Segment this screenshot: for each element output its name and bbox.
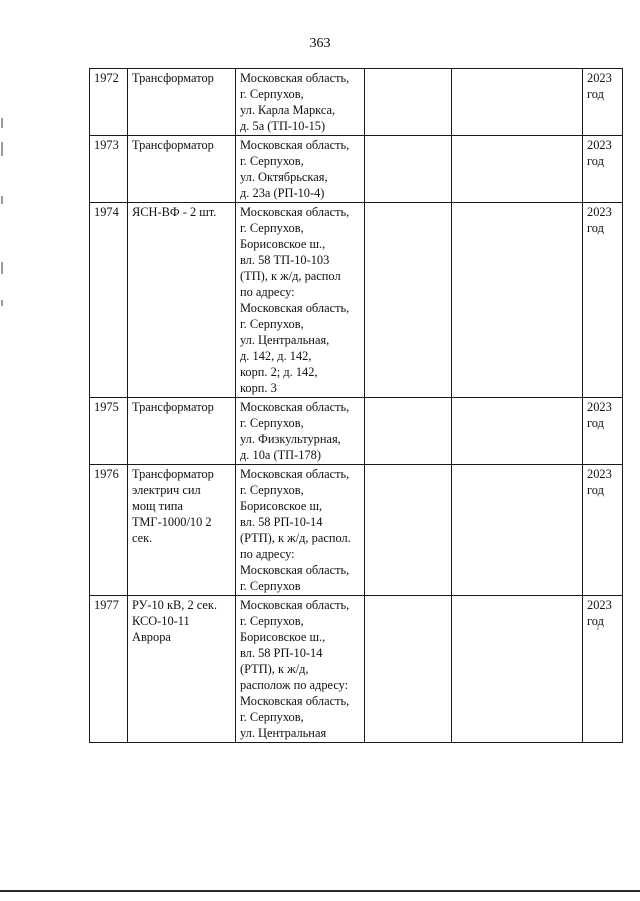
row-number: 1972 [90, 69, 128, 136]
empty-cell [365, 203, 452, 398]
empty-cell [365, 398, 452, 465]
table-row [90, 136, 623, 203]
row-number: 1976 [90, 465, 128, 596]
year-cell: 2023 год [583, 203, 623, 398]
object-name: ЯСН-ВФ - 2 шт. [128, 203, 236, 398]
object-name: Трансформатор электрич сил мощ типа ТМГ-1000/10 2 сек. [128, 465, 236, 596]
year-cell: 2023 год [583, 596, 623, 743]
scan-bottom-edge [0, 890, 640, 892]
table-row [90, 398, 623, 465]
table-row [90, 465, 623, 596]
row-number: 1977 [90, 596, 128, 743]
scan-speck [597, 628, 599, 630]
empty-cell [365, 136, 452, 203]
year-cell: 2023 год [583, 69, 623, 136]
row-number: 1973 [90, 136, 128, 203]
object-name: Трансформатор [128, 136, 236, 203]
empty-cell [452, 465, 583, 596]
empty-cell [452, 398, 583, 465]
empty-cell [365, 69, 452, 136]
object-address: Московская область, г. Серпухов, ул. Физкультурная, д. 10а (ТП-178) [236, 398, 365, 465]
object-address: Московская область, г. Серпухов, ул. Карла Маркса, д. 5а (ТП-10-15) [236, 69, 365, 136]
page-number: 363 [309, 36, 331, 51]
table-row [90, 596, 623, 743]
table-row [90, 203, 623, 398]
object-address: Московская область, г. Серпухов, ул. Октябрьская, д. 23а (РП-10-4) [236, 136, 365, 203]
object-address: Московская область, г. Серпухов, Борисовское ш, вл. 58 РП-10-14 (РТП), к ж/д, распол. по адресу: Московская область, г. Серпухов [236, 465, 365, 596]
row-number: 1974 [90, 203, 128, 398]
empty-cell [452, 69, 583, 136]
object-address: Московская область, г. Серпухов, Борисовское ш., вл. 58 ТП-10-103 (ТП), к ж/д, распол по адресу: Московская область, г. Серпухов, ул. Центральная, д. 142, д. 142, корп. 2; д. 142, корп. 3 [236, 203, 365, 398]
year-cell: 2023 год [583, 136, 623, 203]
empty-cell [452, 136, 583, 203]
empty-cell [365, 596, 452, 743]
object-name: Трансформатор [128, 69, 236, 136]
year-cell: 2023 год [583, 398, 623, 465]
object-address: Московская область, г. Серпухов, Борисовское ш., вл. 58 РП-10-14 (РТП), к ж/д, располож по адресу: Московская область, г. Серпухов, ул. Центральная [236, 596, 365, 743]
year-cell: 2023 год [583, 465, 623, 596]
empty-cell [365, 465, 452, 596]
table-row [90, 69, 623, 136]
empty-cell [452, 596, 583, 743]
object-name: РУ-10 кВ, 2 сек. КСО-10-11 Аврора [128, 596, 236, 743]
registry-table [89, 68, 623, 743]
object-name: Трансформатор [128, 398, 236, 465]
scan-edge-marks [0, 0, 6, 901]
row-number: 1975 [90, 398, 128, 465]
empty-cell [452, 203, 583, 398]
